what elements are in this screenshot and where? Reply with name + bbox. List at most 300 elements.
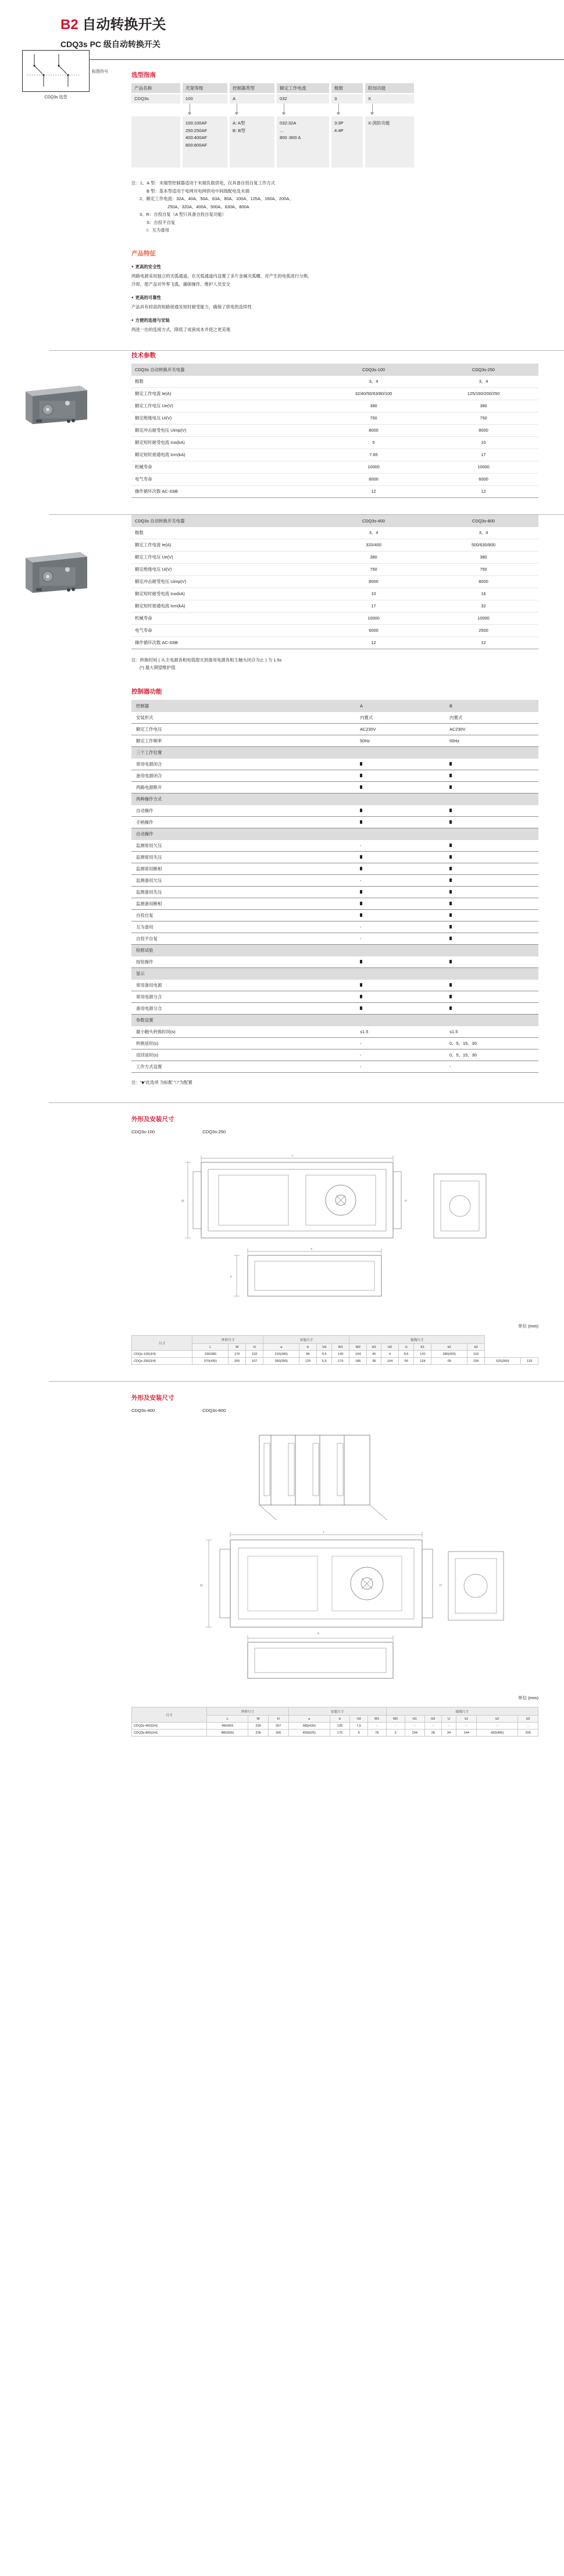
table-row — [131, 1037, 538, 1049]
row-value: - — [355, 1061, 445, 1072]
product-photo-small-2 — [22, 543, 91, 596]
group-header: 安装尺寸 — [288, 1707, 386, 1716]
sg-arrow — [230, 104, 274, 116]
dimension-value: - — [367, 1723, 386, 1730]
filled-square-icon — [449, 774, 452, 777]
dimension-value: 120 — [414, 1351, 431, 1358]
support-mark — [445, 1002, 538, 1014]
row-label: 额定绝缘电压 Ui(V) — [131, 412, 319, 424]
row-value: 10000 — [429, 612, 538, 624]
support-mark — [355, 816, 445, 828]
tech-params-1-body — [131, 376, 538, 498]
filled-square-icon — [449, 820, 452, 824]
support-mark: - — [355, 921, 445, 933]
col-header: H2 — [425, 1716, 441, 1723]
table-row — [131, 624, 538, 636]
table-row — [132, 1723, 538, 1730]
dimensions-1-table — [131, 1335, 538, 1365]
dimension-value: 125 — [299, 1358, 317, 1365]
group-header: 尺寸 — [132, 1336, 192, 1351]
support-mark — [445, 851, 538, 863]
row-label: 自投自复 — [131, 909, 355, 921]
row-value: 380 — [319, 551, 429, 563]
tech-params-2-table — [131, 515, 538, 649]
table-row — [131, 909, 538, 921]
table-row — [132, 1358, 538, 1365]
row-label: 额定工作频率 — [131, 735, 355, 746]
support-mark: - — [355, 874, 445, 886]
filled-square-icon — [360, 890, 362, 894]
dimension-value: 380(430) — [288, 1723, 330, 1730]
row-label: 监测备用失压 — [131, 886, 355, 898]
table-row — [132, 1351, 538, 1358]
col-header: Vd — [350, 1716, 367, 1723]
dimension-value: 102 — [246, 1351, 263, 1358]
sg-legend-cell: X:消防功能 — [365, 116, 414, 168]
filled-square-icon — [449, 762, 452, 766]
filled-square-icon — [449, 960, 452, 963]
dimensions-2-body — [132, 1723, 538, 1737]
row-value: 17 — [319, 600, 429, 612]
row-value: - — [445, 1061, 538, 1072]
dimension-value: 370(435) — [192, 1358, 229, 1365]
table-row — [131, 712, 538, 724]
col-header: k1 — [456, 1716, 477, 1723]
row-value: 500/630/800 — [429, 539, 538, 551]
group-header: 安装尺寸 — [263, 1336, 349, 1344]
dimension-value: 330/380 — [192, 1351, 229, 1358]
col-header: k2 — [477, 1716, 518, 1723]
sg-col-controller — [230, 83, 274, 168]
sg-arrow — [365, 104, 414, 116]
row-value: 32 — [429, 600, 538, 612]
col-header: CDQ3s-800 — [429, 515, 538, 527]
row-value: 10 — [429, 436, 538, 449]
table-group-row — [131, 1014, 538, 1026]
sg-col-poles — [331, 83, 363, 168]
feature-heading: ● 更高的安全性 — [131, 263, 538, 271]
row-label: 常用电源分合 — [131, 991, 355, 1002]
filled-square-icon — [360, 913, 362, 917]
table-sub-header-row — [132, 1344, 538, 1351]
controller-function-table — [131, 700, 538, 1073]
dimensions-1-body — [132, 1351, 538, 1365]
dimension-value: 175 — [330, 1730, 350, 1737]
selection-notes — [131, 179, 538, 234]
col-header: B — [445, 700, 538, 712]
sg-header-cell: 极数 — [331, 83, 363, 93]
row-value: 320/400 — [319, 539, 429, 551]
table-row — [131, 805, 538, 817]
support-mark — [355, 980, 445, 991]
support-mark — [355, 1002, 445, 1014]
filled-square-icon — [360, 809, 362, 812]
support-mark — [355, 956, 445, 968]
table-group-row — [131, 793, 538, 805]
row-value: 3、4 — [429, 376, 538, 388]
dimension-value: 350(390) — [263, 1358, 299, 1365]
row-value: 50Hz — [355, 735, 445, 746]
support-mark: - — [355, 840, 445, 852]
dimension-value: 294 — [405, 1730, 425, 1737]
dimension-value: 230 — [248, 1723, 269, 1730]
group-label: 自动操作 — [131, 828, 538, 840]
support-mark — [445, 874, 538, 886]
col-header: CDQ3s 自动转换开关电器 — [131, 364, 319, 376]
row-label: 操作循环次数 AC-33iB — [131, 636, 319, 649]
row-label: 额定短时耐受电流 Icw(kA) — [131, 588, 319, 600]
col-header: L — [207, 1716, 248, 1723]
section-divider-4 — [49, 1381, 564, 1382]
sg-value-cell: 3 — [331, 94, 363, 104]
row-value: 2500 — [429, 624, 538, 636]
row-value: 380 — [429, 400, 538, 412]
table-row — [131, 473, 538, 485]
row-label: 手柄操作 — [131, 816, 355, 828]
table-row — [131, 921, 538, 933]
row-value: AC230V — [445, 723, 538, 735]
col-header: A — [355, 700, 445, 712]
row-label: 额定工作电压 Ue(V) — [131, 551, 319, 563]
note-line: 2、额定工作电流：32A、40A、50A、63A、80A、100A、125A、160A、200A、 — [140, 196, 294, 201]
row-label: 转换延时(s) — [131, 1037, 355, 1049]
row-label: 额定短时接通电流 Icm(kA) — [131, 449, 319, 461]
filled-square-icon — [449, 902, 452, 905]
col-header: CDQ3s 自动转换开关电器 — [131, 515, 319, 527]
dimension-value: - — [425, 1723, 441, 1730]
filled-square-icon — [449, 878, 452, 882]
col-header: 控制器 — [131, 700, 355, 712]
row-label: 额定工作电压 Ue(V) — [131, 400, 319, 412]
table-row — [132, 1730, 538, 1737]
sg-value-cell: X — [365, 94, 414, 104]
dimension-value: 236 — [248, 1730, 269, 1737]
table-row — [131, 1061, 538, 1072]
dimension-value: 104 — [381, 1358, 399, 1365]
row-value: 6000 — [429, 473, 538, 485]
dimension-value: 59 — [399, 1358, 414, 1365]
feature-body: 两路电源采用独立的灭弧通道，在灭弧通道内设置了多片金属灭弧栅，对产生的电弧进行分割、 冷却，使产品对外零飞弧，确保操作、维护人员安全 — [131, 273, 312, 287]
row-value: 6000 — [319, 473, 429, 485]
table-row — [131, 770, 538, 781]
filled-square-icon — [449, 855, 452, 859]
table-row — [131, 886, 538, 898]
table-row — [131, 735, 538, 746]
row-label: 电气寿命 — [131, 473, 319, 485]
filled-square-icon — [360, 902, 362, 905]
table-row — [131, 898, 538, 909]
table-row — [131, 781, 538, 793]
svg-text:a: a — [317, 1632, 319, 1635]
dimension-value: 78 — [367, 1730, 386, 1737]
row-label: 工作方式设置 — [131, 1061, 355, 1072]
dimension-value: 110 — [467, 1351, 485, 1358]
dimension-value: 133 — [520, 1358, 538, 1365]
feature-heading: ● 方便的连接与安装 — [131, 316, 538, 325]
row-label: 监测备用欠压 — [131, 874, 355, 886]
table-row — [131, 863, 538, 874]
tech-params-1-section — [131, 351, 538, 498]
selection-guide-title: 选型指南 — [131, 72, 156, 79]
dimension-value: 280(320) — [431, 1351, 467, 1358]
table-group-row — [131, 944, 538, 956]
row-label: 额定冲击耐受电压 Uimp(V) — [131, 575, 319, 588]
note-line: S：自投不自复 — [147, 219, 176, 225]
dimension-value: 104 — [467, 1358, 485, 1365]
dimension-drawing-1 — [131, 1139, 538, 1319]
page-subtitle: CDQ3s PC 级自动转换开关 — [60, 40, 160, 49]
table-row — [131, 636, 538, 649]
support-mark: - — [355, 933, 445, 944]
sg-arrow — [277, 104, 329, 116]
dimension-value: 30 — [367, 1351, 381, 1358]
filled-square-icon — [360, 855, 362, 859]
dimensions-1-unit: 单位 (mm) — [517, 1323, 538, 1329]
sg-legend-cell: 032:32A ... 800 :800 A — [277, 116, 329, 168]
dimensions-1-section — [131, 1115, 538, 1365]
row-label: 自动操作 — [131, 805, 355, 817]
note-line: 注：转换时间 ( 从主电源各相电弧熄灭到备用电源各相主触头闭合为止 ) 为 1.5s — [131, 657, 282, 663]
table-row — [131, 387, 538, 400]
table-row — [131, 485, 538, 497]
table-row — [131, 1002, 538, 1014]
model-name: CDQs-100(3/4) — [132, 1351, 192, 1358]
dimension-value: - — [386, 1723, 405, 1730]
col-header: K1 — [414, 1344, 431, 1351]
filled-square-icon — [360, 785, 362, 789]
dimension-value: 455(525) — [288, 1730, 330, 1737]
controller-note — [131, 1079, 538, 1087]
dimension-value: 207 — [268, 1723, 288, 1730]
support-mark — [445, 980, 538, 991]
table-row — [131, 412, 538, 424]
row-value: 10000 — [319, 612, 429, 624]
dimension-value: 124 — [414, 1358, 431, 1365]
row-value: 0、5、15、30 — [445, 1049, 538, 1061]
model-name: CDQ3s-800(3/4) — [132, 1730, 207, 1737]
sg-arrow-spacer — [131, 104, 180, 116]
dimension-value: 200 — [518, 1730, 538, 1737]
group-header: 接线尺寸 — [386, 1707, 538, 1716]
col-header: CDQ3s-400 — [319, 515, 429, 527]
row-label: 返回延时(s) — [131, 1049, 355, 1061]
row-value: 16 — [429, 588, 538, 600]
row-label: 额定短时接通电流 Icm(kA) — [131, 600, 319, 612]
row-label: 机械寿命 — [131, 461, 319, 473]
filled-square-icon — [449, 925, 452, 928]
page-title-text: 自动转换开关 — [82, 17, 166, 33]
tech-params-1-table — [131, 364, 538, 498]
support-mark — [355, 851, 445, 863]
row-value: 6000 — [319, 624, 429, 636]
support-mark — [445, 863, 538, 874]
filled-square-icon — [449, 1006, 452, 1010]
dimension-value: 185 — [349, 1358, 367, 1365]
support-mark — [355, 805, 445, 817]
dimension-value: 135 — [330, 1723, 350, 1730]
table-header-row — [131, 515, 538, 527]
sg-col-current — [277, 83, 329, 168]
dimension-value: 170 — [229, 1351, 246, 1358]
sg-header-cell: 壳架等级 — [183, 83, 227, 93]
row-value: 12 — [429, 636, 538, 649]
row-value: 12 — [319, 636, 429, 649]
svg-text:L: L — [323, 1531, 325, 1534]
sg-legend-cell: A: A型 B: B型 — [230, 116, 274, 168]
table-row — [131, 933, 538, 944]
row-label: 常用备用电源 — [131, 980, 355, 991]
feature-body: 产品具有较高的短路接通及短时耐受能力，确保了供电的连续性 — [131, 304, 252, 309]
support-mark — [445, 909, 538, 921]
table-row — [131, 449, 538, 461]
table-row — [131, 874, 538, 886]
table-row — [131, 563, 538, 575]
dimension-value: 9,5 — [317, 1351, 332, 1358]
dimension-value: 28 — [425, 1730, 441, 1737]
table-group-row — [131, 967, 538, 980]
col-header: H1 — [367, 1344, 381, 1351]
filled-square-icon — [449, 867, 452, 870]
group-header: 外形尺寸 — [192, 1336, 263, 1344]
table-group-row — [131, 828, 538, 840]
sg-header-cell: 额定工作电流 — [277, 83, 329, 93]
dimension-value: - — [456, 1723, 477, 1730]
row-label: 最小触头转换时间(s) — [131, 1026, 355, 1038]
row-value: 5 — [319, 436, 429, 449]
table-group-row — [131, 746, 538, 759]
support-mark — [355, 886, 445, 898]
support-mark — [355, 770, 445, 781]
table-row — [131, 816, 538, 828]
row-label: 监测备用断相 — [131, 898, 355, 909]
filled-square-icon — [449, 983, 452, 987]
dimension-value: - — [441, 1723, 456, 1730]
sg-header-cell: 产品名称 — [131, 83, 180, 93]
support-mark — [445, 816, 538, 828]
table-row — [131, 461, 538, 473]
selection-guide-section — [131, 60, 538, 334]
model-label: CDQ3s-400 — [131, 1408, 155, 1413]
sg-legend-cell: 100:100AF 250:250AF 400:400AF 800:800AF — [183, 116, 227, 168]
model-name: CDQ3s-400(3/4) — [132, 1723, 207, 1730]
row-value: ≤1.5 — [445, 1026, 538, 1038]
row-label: 常用电源闭合 — [131, 759, 355, 770]
symbol-legend-label: 标图符号 — [92, 70, 108, 74]
col-header: W — [229, 1344, 246, 1351]
product-photo-small — [22, 378, 91, 428]
filled-square-icon — [360, 995, 362, 998]
dimension-value: 315(340) — [263, 1351, 299, 1358]
col-header: U — [441, 1716, 456, 1723]
table-row — [131, 436, 538, 449]
row-value: 10 — [319, 588, 429, 600]
group-label: 检修试验 — [131, 944, 538, 956]
support-mark — [445, 991, 538, 1002]
dimension-value: 9 — [350, 1730, 367, 1737]
col-header: a — [263, 1344, 299, 1351]
row-value: 17 — [429, 449, 538, 461]
filled-square-icon — [360, 960, 362, 963]
filled-square-icon — [360, 867, 362, 870]
dimension-value: - — [477, 1723, 518, 1730]
table-row — [131, 956, 538, 968]
filled-square-icon — [360, 820, 362, 824]
filled-square-icon — [360, 983, 362, 987]
filled-square-icon — [449, 937, 452, 940]
page-title — [60, 13, 564, 33]
filled-square-icon — [449, 809, 452, 812]
table-row — [131, 539, 538, 551]
tech-params-2-notes — [131, 656, 538, 672]
row-label: 互为备用 — [131, 921, 355, 933]
col-header: W2 — [349, 1344, 367, 1351]
svg-text:H: H — [440, 1584, 442, 1588]
table-row — [131, 1026, 538, 1038]
support-mark — [445, 898, 538, 909]
row-value: 10000 — [429, 461, 538, 473]
row-value: 750 — [319, 563, 429, 575]
row-value: ≤1.5 — [355, 1026, 445, 1038]
table-row — [131, 575, 538, 588]
row-value: 内置式 — [445, 712, 538, 724]
controller-section — [131, 687, 538, 1087]
dimension-value: 420(495) — [477, 1730, 518, 1737]
row-label: 额定工作电压 — [131, 723, 355, 735]
dimension-value: 144 — [456, 1730, 477, 1737]
col-header: H2 — [381, 1344, 399, 1351]
table-row — [131, 588, 538, 600]
svg-text:L: L — [292, 1154, 294, 1158]
dimension-value: - — [518, 1723, 538, 1730]
row-label: 电气寿命 — [131, 624, 319, 636]
dimension-drawing-2 — [131, 1418, 538, 1691]
table-row — [131, 527, 538, 539]
switch-schematic-icon — [23, 51, 89, 91]
svg-text:b: b — [230, 1275, 232, 1279]
svg-text:W: W — [200, 1584, 203, 1588]
model-label: CDQ3s-100 — [131, 1129, 155, 1134]
table-row — [131, 612, 538, 624]
row-label: 两路电源断开 — [131, 781, 355, 793]
col-header: k2 — [431, 1344, 467, 1351]
row-value: 750 — [319, 412, 429, 424]
note-line: 250A、320A、400A、500A、630A、800A — [167, 204, 249, 209]
row-value: 3、4 — [319, 376, 429, 388]
sg-value-cell: 100 — [183, 94, 227, 104]
sg-col-extra — [365, 83, 414, 168]
table-row — [131, 551, 538, 563]
row-value: 3、4 — [429, 527, 538, 539]
table-row — [131, 400, 538, 412]
row-value: 380 — [429, 551, 538, 563]
sg-value-cell: A — [230, 94, 274, 104]
row-value: 750 — [429, 412, 538, 424]
dimension-value: 4 — [381, 1351, 399, 1358]
section-code: B2 — [60, 17, 78, 33]
title-row — [60, 13, 564, 50]
dimension-value: 5,5 — [317, 1358, 332, 1365]
dimension-value: 140 — [332, 1351, 349, 1358]
model-label: CDQ3s-800 — [202, 1408, 226, 1413]
col-header: W1 — [367, 1716, 386, 1723]
tech-params-title: 技术参数 — [131, 351, 156, 359]
support-mark — [445, 805, 538, 817]
col-header: k3 — [467, 1344, 485, 1351]
row-label: 额定工作电流 Ie(A) — [131, 539, 319, 551]
sg-col-product — [131, 83, 180, 168]
selection-guide-table — [131, 83, 538, 168]
dimensions-1-model-labels — [131, 1129, 538, 1134]
